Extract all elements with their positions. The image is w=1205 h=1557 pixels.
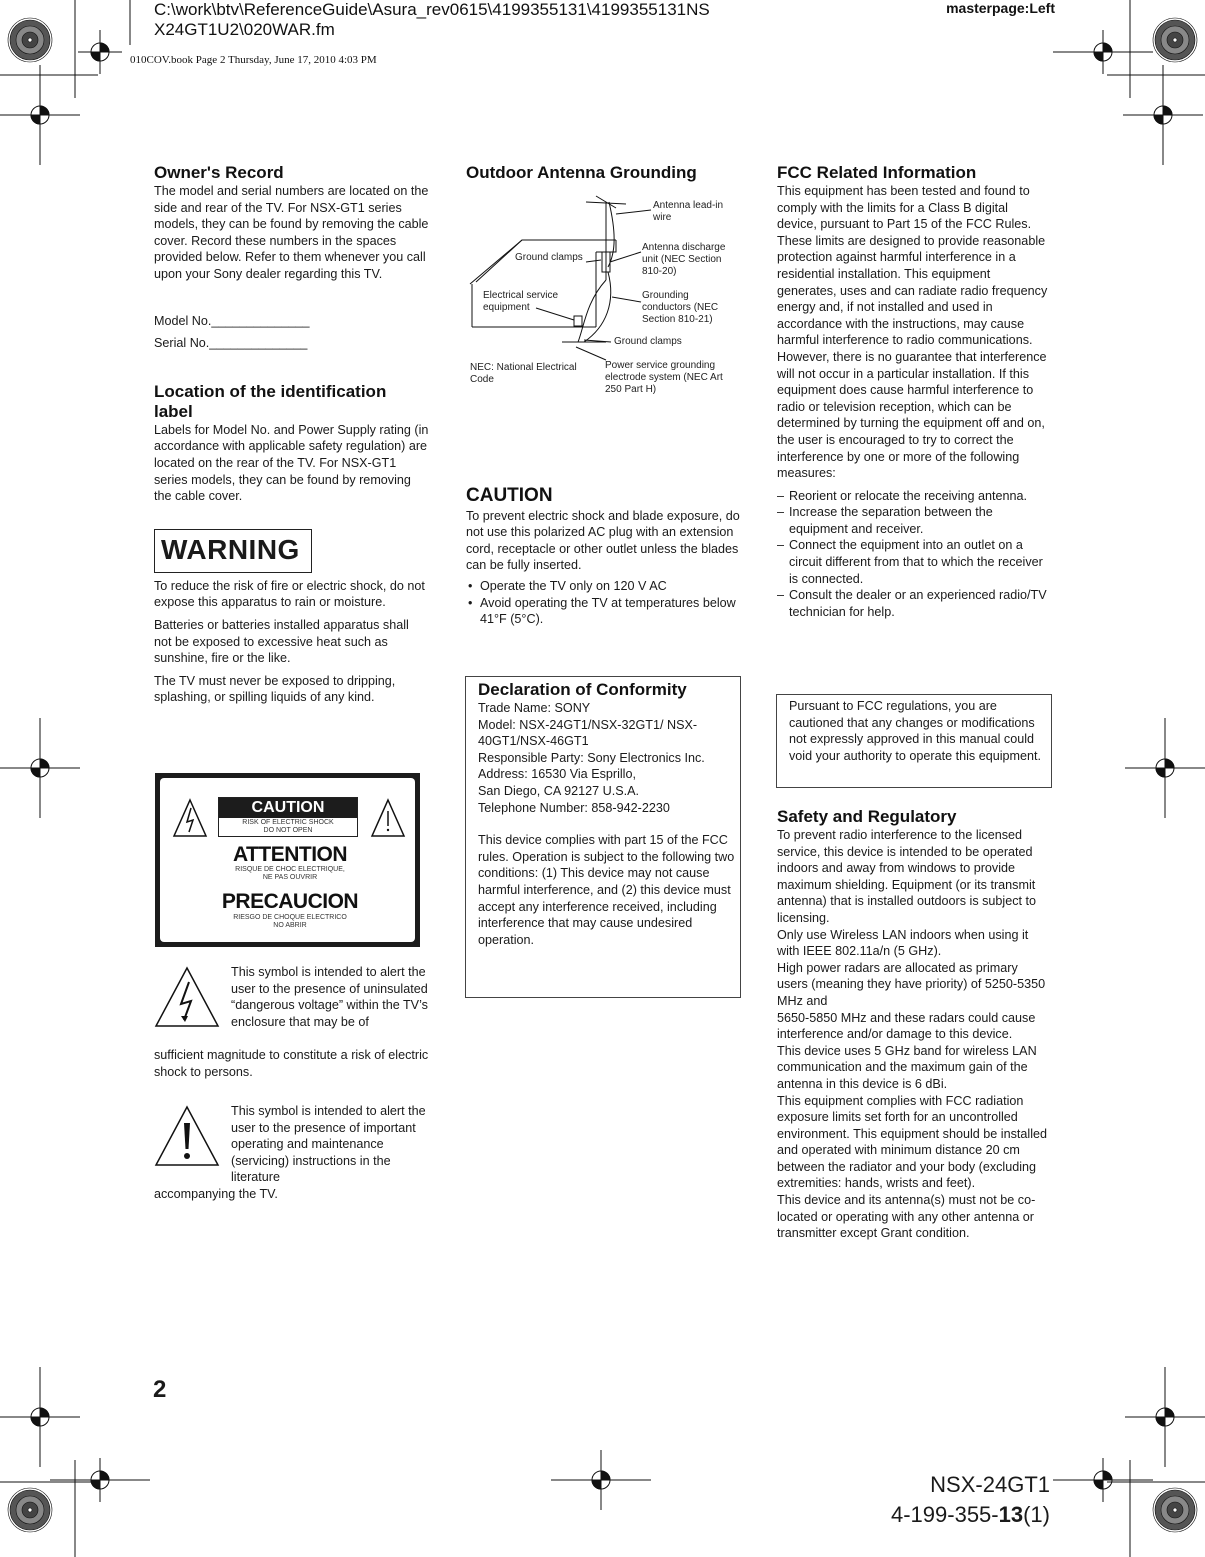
caution-sub-2: DO NOT OPEN [263, 827, 313, 834]
page-number: 2 [153, 1376, 167, 1403]
book-info: 010COV.book Page 2 Thursday, June 17, 2010 4:03 PM [130, 54, 377, 66]
part-number-bold: 13 [998, 1502, 1024, 1527]
exclamation-triangle-icon [370, 798, 406, 838]
safety-para-7: This device and its antenna(s) must not be co-located or operating with any other antenna or transmitter except Grant condition. [777, 1193, 1036, 1241]
column-right [777, 163, 1051, 620]
precaucion-heading: PRECAUCION [221, 890, 359, 913]
attention-sub-2: NE PAS OUVRIR [262, 874, 318, 881]
lightning-triangle-icon [154, 966, 220, 1028]
caution-body: To prevent electric shock and blade exposure, do not use this polarized AC plug with an extension cord, receptacle or other outlet unless the blades can be fully inserted. [466, 508, 740, 573]
fcc-measure-3: – Connect the equipment into an outlet on a circuit different from that to which the receiver is connected. [777, 537, 1051, 587]
serial-no-field: Serial No.______________ [154, 336, 308, 351]
warning-text-3: The TV must never be exposed to dripping, splashing, or spilling liquids of any kind. [154, 673, 396, 705]
label-grounding-conductors: Grounding conductors (NEC Section 810-21) [642, 290, 719, 325]
fcc-measure-1: – Reorient or relocate the receiving antenna. [777, 488, 1051, 505]
safety-para-5: This device uses 5 GHz band for wireless LAN communication and the maximum gain of the antenna in this device is 6 dBi. [777, 1043, 1037, 1091]
caution-title: CAUTION [466, 485, 553, 506]
declaration-trade-name: Trade Name: SONY [478, 701, 591, 715]
caution-heading: CAUTION [219, 798, 357, 818]
declaration-phone: Telephone Number: 858-942-2230 [478, 800, 670, 815]
safety-title: Safety and Regulatory [777, 807, 957, 826]
fcc-measures-list [777, 488, 1051, 621]
label-ground-clamps-top: Ground clamps [515, 252, 583, 263]
warning-text-2: Batteries or batteries installed apparatus shall not be exposed to excessive heat such as sunshine, fire or the like. [154, 617, 409, 666]
label-electrical-service: Electrical service equipment [483, 290, 559, 313]
declaration-address-1: Address: 16530 Via Esprillo, [478, 767, 636, 782]
location-title: Location of the identification label [154, 381, 387, 421]
caution-bullets [466, 578, 741, 628]
owners-record-title: Owner's Record [154, 163, 284, 182]
declaration-compliance: This device complies with part 15 of the FCC rules. Operation is subject to the following two conditions: (1) This device may not cause harmful interference, and (2) this device must accept any interference received, including interference that may cause undesired operation. [478, 833, 735, 947]
column-left [154, 163, 429, 710]
symbol2-full-text: accompanying the TV. [154, 1187, 278, 1201]
warning-text-1: To reduce the risk of fire or electric shock, do not expose this apparatus to rain or moisture. [154, 578, 425, 610]
label-nec: NEC: National Electrical Code [470, 362, 577, 385]
symbol2-side-text: This symbol is intended to alert the user to the presence of important operating and maintenance (servicing) instructions in the literature [231, 1104, 426, 1185]
warning-label: WARNING [154, 529, 312, 573]
lightning-triangle-icon [172, 798, 208, 838]
symbol1-full-text: sufficient magnitude to constitute a risk of electric shock to persons. [154, 1048, 429, 1079]
attention-sub-1: RISQUE DE CHOC ELECTRIQUE, [235, 866, 345, 873]
model-name: NSX-24GT1 [930, 1472, 1050, 1497]
file-path-line2: X24GT1U2\020WAR.fm [154, 20, 335, 39]
fcc-notice-box: Pursuant to FCC regulations, you are cautioned that any changes or modifications not expressly approved in this manual could void your authority to operate this equipment. [776, 694, 1052, 788]
file-path-line1: C:\work\btv\ReferenceGuide\Asura_rev0615\4199355131\4199355131NS [154, 0, 710, 19]
part-number-suffix: (1) [1023, 1502, 1050, 1527]
caution-bullet-1: • Operate the TV only on 120 V AC [466, 578, 741, 595]
model-info [891, 1470, 1050, 1530]
fcc-measure-2: – Increase the separation between the equipment and receiver. [777, 504, 1051, 537]
location-body: Labels for Model No. and Power Supply rating (in accordance with applicable safety regulation) are located on the rear of the TV. For NSX-GT1 series models, they can be found by removing the cable cover. [154, 422, 429, 504]
safety-para-4: 5650-5850 MHz and these radars could cause interference and/or damage to this device. [777, 1010, 1036, 1042]
caution-bullet-2: • Avoid operating the TV at temperatures below 41°F (5°C). [466, 595, 741, 628]
caution-sub-1: RISK OF ELECTRIC SHOCK [242, 819, 334, 826]
declaration-model: Model: NSX-24GT1/NSX-32GT1/ NSX-40GT1/NSX-46GT1 [478, 717, 698, 749]
precaucion-sub-2: NO ABRIR [273, 922, 307, 929]
part-number-prefix: 4-199-355- [890, 1502, 999, 1527]
safety-section [777, 807, 1051, 1242]
file-path [154, 0, 710, 40]
antenna-title: Outdoor Antenna Grounding [466, 163, 697, 182]
label-lead-in: Antenna lead-in wire [653, 200, 724, 223]
label-discharge-unit: Antenna discharge unit (NEC Section 810-20) [642, 242, 726, 277]
model-no-field: Model No.______________ [154, 313, 310, 328]
attention-heading: ATTENTION [232, 843, 348, 866]
exclamation-triangle-icon [154, 1105, 220, 1167]
declaration-party: Responsible Party: Sony Electronics Inc. [478, 750, 705, 765]
caution-section [466, 485, 741, 628]
safety-para-3: High power radars are allocated as primary users (meaning they have priority) of 5250-5350 MHz and [777, 960, 1046, 1008]
precaucion-sub-1: RIESGO DE CHOQUE ELECTRICO [233, 914, 347, 921]
part-number [891, 1500, 1050, 1530]
fcc-body: This equipment has been tested and found to comply with the limits for a Class B digital device, pursuant to Part 15 of the FCC Rules. These limits are designed to provide reasonable protection against harmful interference in a residential installation. This equipment generates, uses and can radiate radio frequency energy and, if not installed and used in accordance with the instructions, may cause harmful interference to radio communications. However, there is no guarantee that interference will not occur in a particular installation. If this equipment does cause harmful interference to radio or television reception, which can be determined by turning the equipment off and on, the user is encouraged to try to correct the interference by one or more of the following measures: [777, 184, 1048, 481]
fcc-title: FCC Related Information [777, 163, 977, 182]
caution-label-graphic [155, 773, 420, 947]
safety-para-6: This equipment complies with FCC radiation exposure limits set forth for an uncontrolled environment. This equipment should be installed and operated with minimum distance 20 cm between the radiator and your body (excluding extremities: hands, wrists and feet). [777, 1093, 1047, 1191]
caution-header-box [218, 797, 358, 837]
safety-para-2: Only use Wireless LAN indoors when using it with IEEE 802.11a/n (5 GHz). [777, 927, 1029, 959]
label-power-service: Power service grounding electrode system (NEC Art 250 Part H) [605, 360, 723, 395]
declaration-box [465, 676, 741, 998]
label-ground-clamps-bottom: Ground clamps [614, 336, 682, 347]
owners-record-body: The model and serial numbers are located on the side and rear of the TV. For NSX-GT1 series models, they can be found by removing the cable cover. Record these numbers in the spaces provided below. Refer to them whenever you call upon your Sony dealer regarding this TV. [154, 184, 429, 281]
caution-label-inner [160, 778, 415, 942]
symbol1-side-text: This symbol is intended to alert the user to the presence of uninsulated “dangerous voltage” within the TV’s enclosure that may be of [231, 965, 428, 1029]
safety-para-1: To prevent radio interference to the licensed service, this device is intended to be operated indoors and away from windows to provide maximum shielding. Equipment (or its transmit antenna) that is installed outdoors is subject to licensing. [777, 828, 1037, 925]
declaration-address-2: San Diego, CA 92127 U.S.A. [478, 783, 640, 798]
fcc-measure-4: – Consult the dealer or an experienced radio/TV technician for help. [777, 587, 1051, 620]
declaration-title: Declaration of Conformity [478, 680, 687, 699]
masterpage-label: masterpage:Left [946, 0, 1055, 16]
